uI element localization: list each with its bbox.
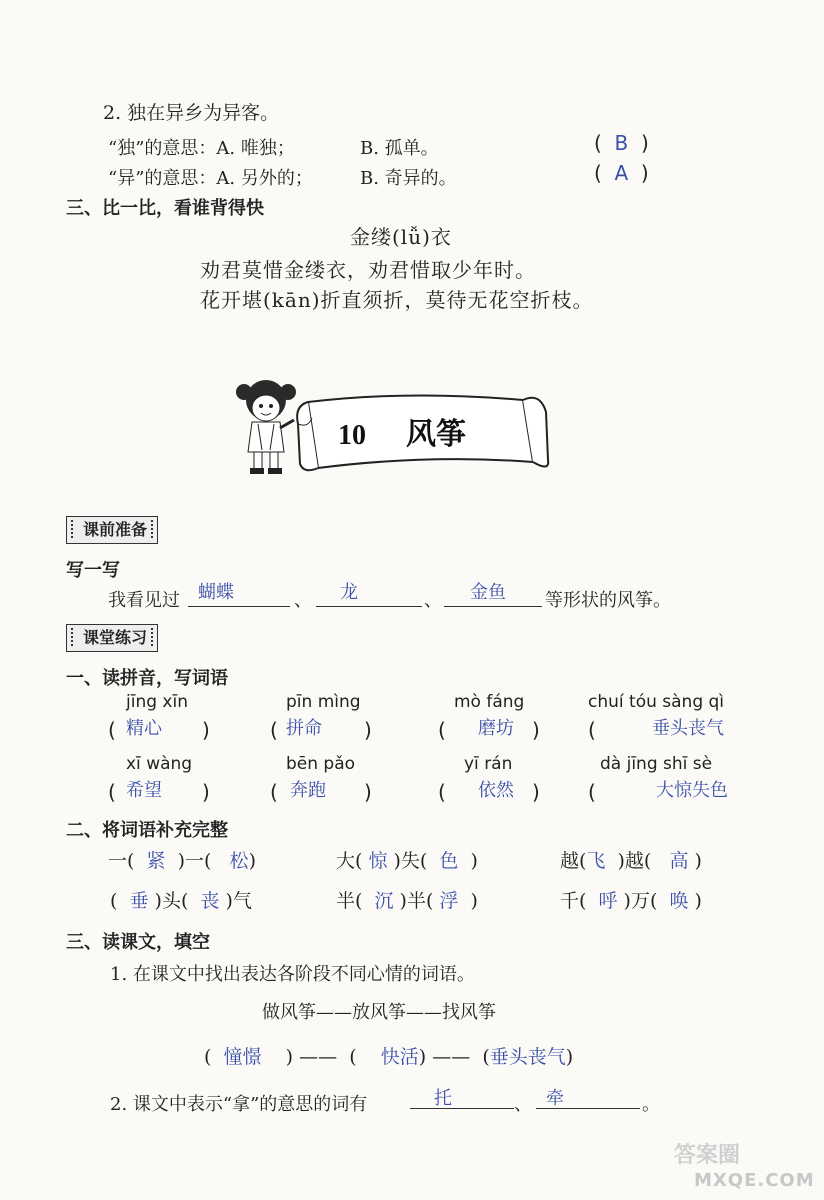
q3-item-1: 1. 在课文中找出表达各阶段不同心情的词语。 — [110, 964, 475, 985]
pinyin-answer: 依然 — [478, 780, 514, 801]
girl-illustration — [236, 380, 296, 474]
q2-answer1: B — [614, 131, 629, 155]
q2-option-line2-b: B. 奇异的。 — [360, 168, 457, 189]
paren-close: ) — [532, 780, 540, 804]
pinyin: jīng xīn — [126, 692, 188, 712]
lesson-banner — [228, 372, 568, 482]
prep-sep-1: 、 — [294, 590, 312, 611]
pinyin-answer: 大惊失色 — [656, 780, 728, 801]
q2-title: 2. 独在异乡为异客。 — [103, 102, 280, 124]
prep-sep-2: 、 — [424, 590, 442, 611]
paren-close: ) — [202, 718, 210, 742]
prep-answer-1: 蝴蝶 — [198, 582, 234, 603]
idiom-answer: 唤 — [669, 890, 689, 912]
idiom-3: 越(飞 )越( 高 ) — [560, 850, 702, 872]
idiom-5: 半( 沉 )半( 浮 ) — [336, 890, 478, 912]
q3-heading: 三、读课文，填空 — [66, 932, 210, 953]
q3-answer-row: ( 憧憬 ) —— ( 快活) —— (垂头丧气) — [204, 1046, 574, 1068]
pinyin: bēn pǎo — [286, 754, 356, 774]
prep-prefix: 我看见过 — [108, 590, 180, 611]
section3-heading: 三、比一比，看谁背得快 — [66, 198, 264, 219]
paren-open: ( — [270, 718, 278, 742]
pinyin-answer: 磨坊 — [478, 718, 514, 739]
idiom-answer: 浮 — [439, 890, 459, 912]
paren-close: ) — [202, 780, 210, 804]
idiom-4: ( 垂 )头( 丧 )气 — [110, 890, 252, 912]
watermark-logo: 答案圈 — [674, 1143, 741, 1168]
q3-answer: 快活 — [380, 1046, 419, 1068]
idiom-answer: 垂 — [129, 890, 149, 912]
q2-heading: 二、将词语补充完整 — [66, 820, 228, 841]
paren-open: ( — [438, 718, 446, 742]
poem-line-2: 花开堪(kān)折直须折，莫待无花空折枝。 — [200, 288, 594, 312]
blank-line — [188, 606, 290, 607]
pinyin: pīn mìng — [286, 692, 361, 712]
idiom-answer: 紧 — [146, 850, 166, 872]
paren-close: ) — [364, 780, 372, 804]
q3-answer: 垂头丧气 — [489, 1046, 566, 1068]
blank-line — [316, 606, 422, 607]
pinyin-answer: 奔跑 — [290, 780, 326, 801]
idiom-answer: 沉 — [374, 890, 394, 912]
idiom-answer: 呼 — [598, 890, 618, 912]
poem-title: 金缕(lǚ)衣 — [350, 225, 452, 249]
q2-option-line1: “独”的意思：A. 唯独； — [108, 138, 295, 159]
q3-2-sep: 、 — [514, 1094, 532, 1115]
idiom-answer: 高 — [669, 850, 689, 872]
prep-tag: 课前准备 — [66, 516, 158, 544]
watermark: MXQE.COM — [694, 1170, 815, 1191]
idiom-answer: 飞 — [586, 850, 606, 872]
paren-open: ( — [588, 718, 596, 742]
blank-line — [444, 606, 542, 607]
pinyin: chuí tóu sàng qì — [588, 692, 725, 712]
paren-open: ( — [108, 780, 116, 804]
q3-2-answer-2: 牵 — [546, 1088, 564, 1109]
pinyin-answer: 拼命 — [286, 718, 322, 739]
pinyin: yī rán — [464, 754, 513, 774]
prep-answer-3: 金鱼 — [470, 582, 506, 603]
q3-2-answer-1: 托 — [434, 1088, 452, 1109]
paren-open: ( — [108, 718, 116, 742]
idiom-answer: 松 — [229, 850, 249, 872]
pinyin: xī wàng — [126, 754, 193, 774]
pinyin-answer: 希望 — [126, 780, 162, 801]
idiom-answer: 惊 — [368, 850, 388, 872]
poem-line-1: 劝君莫惜金缕衣，劝君惜取少年时。 — [200, 258, 536, 282]
prep-answer-2: 龙 — [340, 582, 358, 603]
paren-open: ( — [270, 780, 278, 804]
idiom-6: 千( 呼 )万( 唤 ) — [560, 890, 702, 912]
practice-tag: 课堂练习 — [66, 624, 158, 652]
q2-option-line2: “异”的意思：A. 另外的； — [108, 168, 313, 189]
q2-answer1-box: ( B ) — [594, 131, 649, 155]
lesson-number: 10 — [338, 420, 366, 451]
q3-answer: 憧憬 — [223, 1046, 262, 1068]
q3-2-end: 。 — [642, 1094, 660, 1115]
idiom-answer: 丧 — [200, 890, 220, 912]
paren-open: ( — [588, 780, 596, 804]
idiom-2: 大( 惊 )失( 色 ) — [336, 850, 478, 872]
pinyin-answer: 垂头丧气 — [652, 718, 724, 739]
q3-stages: 做风筝——放风筝——找风筝 — [262, 1002, 496, 1023]
q2-answer2: A — [614, 161, 629, 185]
prep-subheading: 写一写 — [66, 560, 120, 581]
lesson-title: 风筝 — [406, 417, 466, 452]
pinyin: mò fáng — [454, 692, 525, 712]
pinyin-answer: 精心 — [126, 718, 162, 739]
q3-item-2: 2. 课文中表示“拿”的意思的词有 — [110, 1094, 368, 1115]
pinyin: dà jīng shī sè — [600, 754, 713, 774]
idiom-1: 一( 紧 )一( 松) — [108, 850, 256, 872]
idiom-answer: 色 — [439, 850, 459, 872]
q2-option-line1-b: B. 孤单。 — [360, 138, 439, 159]
blank-line — [410, 1108, 514, 1109]
q1-heading: 一、读拼音，写词语 — [66, 668, 228, 689]
paren-close: ) — [364, 718, 372, 742]
prep-suffix: 等形状的风筝。 — [545, 590, 671, 611]
paren-close: ) — [532, 718, 540, 742]
paren-open: ( — [438, 780, 446, 804]
q2-answer2-box: ( A ) — [594, 161, 649, 185]
